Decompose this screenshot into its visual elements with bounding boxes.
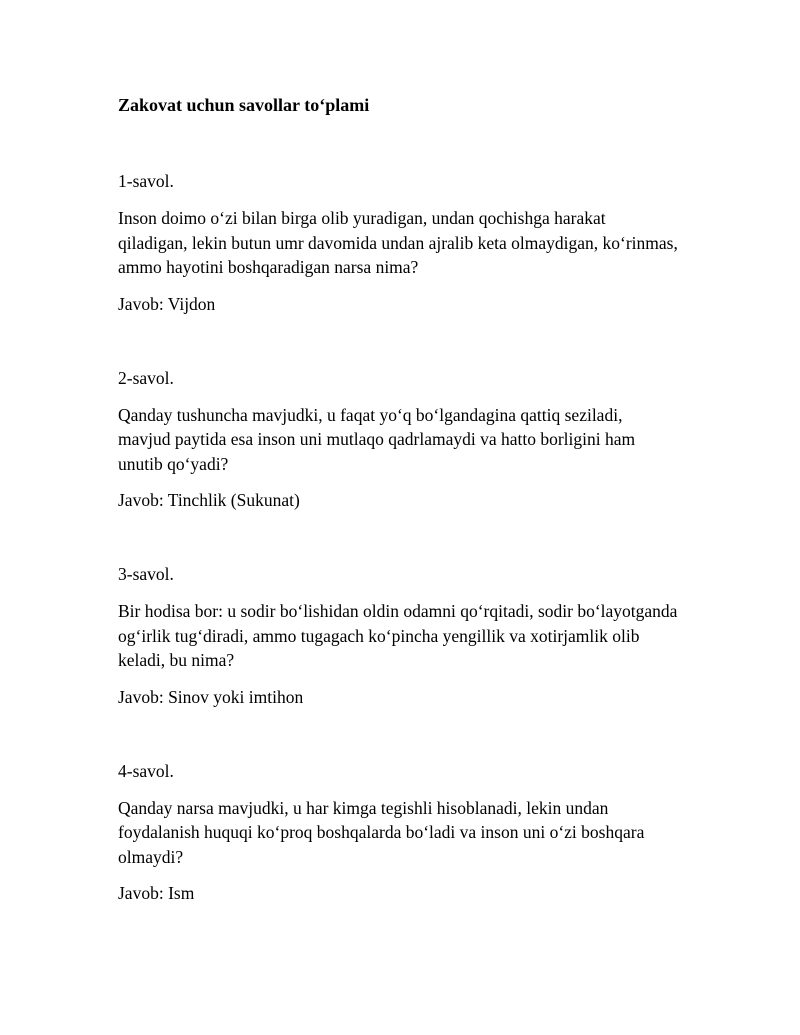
question-answer: Javob: Vijdon: [118, 293, 216, 314]
question-text: Inson doimo o‘zi bilan birga olib yuradigan, undan qochishga harakat qiladigan, lekin butun umr davomida undan ajralib keta olmaydigan, ko‘rinmas, ammo hayotini boshqaradigan narsa nima?: [118, 208, 678, 277]
question-4: [118, 759, 678, 906]
question-text: Bir hodisa bor: u sodir bo‘lishidan oldin odamni qo‘rqitadi, sodir bo‘layotganda og‘irlik tug‘diradi, ammo tugagach ko‘pincha yengillik va xotirjamlik olib keladi, bu nima?: [118, 601, 678, 670]
question-2: [118, 366, 678, 513]
question-heading: 2-savol.: [118, 367, 174, 388]
question-answer: Javob: Tinchlik (Sukunat): [118, 490, 300, 510]
question-heading: 3-savol.: [118, 564, 174, 584]
question-answer: Javob: Ism: [118, 883, 195, 903]
question-1: [118, 169, 678, 316]
question-answer: Javob: Sinov yoki imtihon: [118, 686, 304, 707]
question-heading: 4-savol.: [118, 760, 174, 781]
question-text: Qanday narsa mavjudki, u har kimga tegishli hisoblanadi, lekin undan foydalanish huquqi ko‘proq boshqalarda bo‘ladi va inson uni o‘zi boshqara olmaydi?: [118, 797, 645, 867]
question-text: Qanday tushuncha mavjudki, u faqat yo‘q bo‘lgandagina qattiq seziladi, mavjud paytida esa inson uni mutlaqo qadrlamaydi va hatto borligini ham unutib qo‘yadi?: [118, 404, 636, 474]
document-title: Zakovat uchun savollar to‘plami: [118, 95, 370, 115]
question-heading: 1-savol.: [118, 171, 174, 191]
document-page: [118, 93, 678, 905]
question-3: [118, 562, 678, 709]
